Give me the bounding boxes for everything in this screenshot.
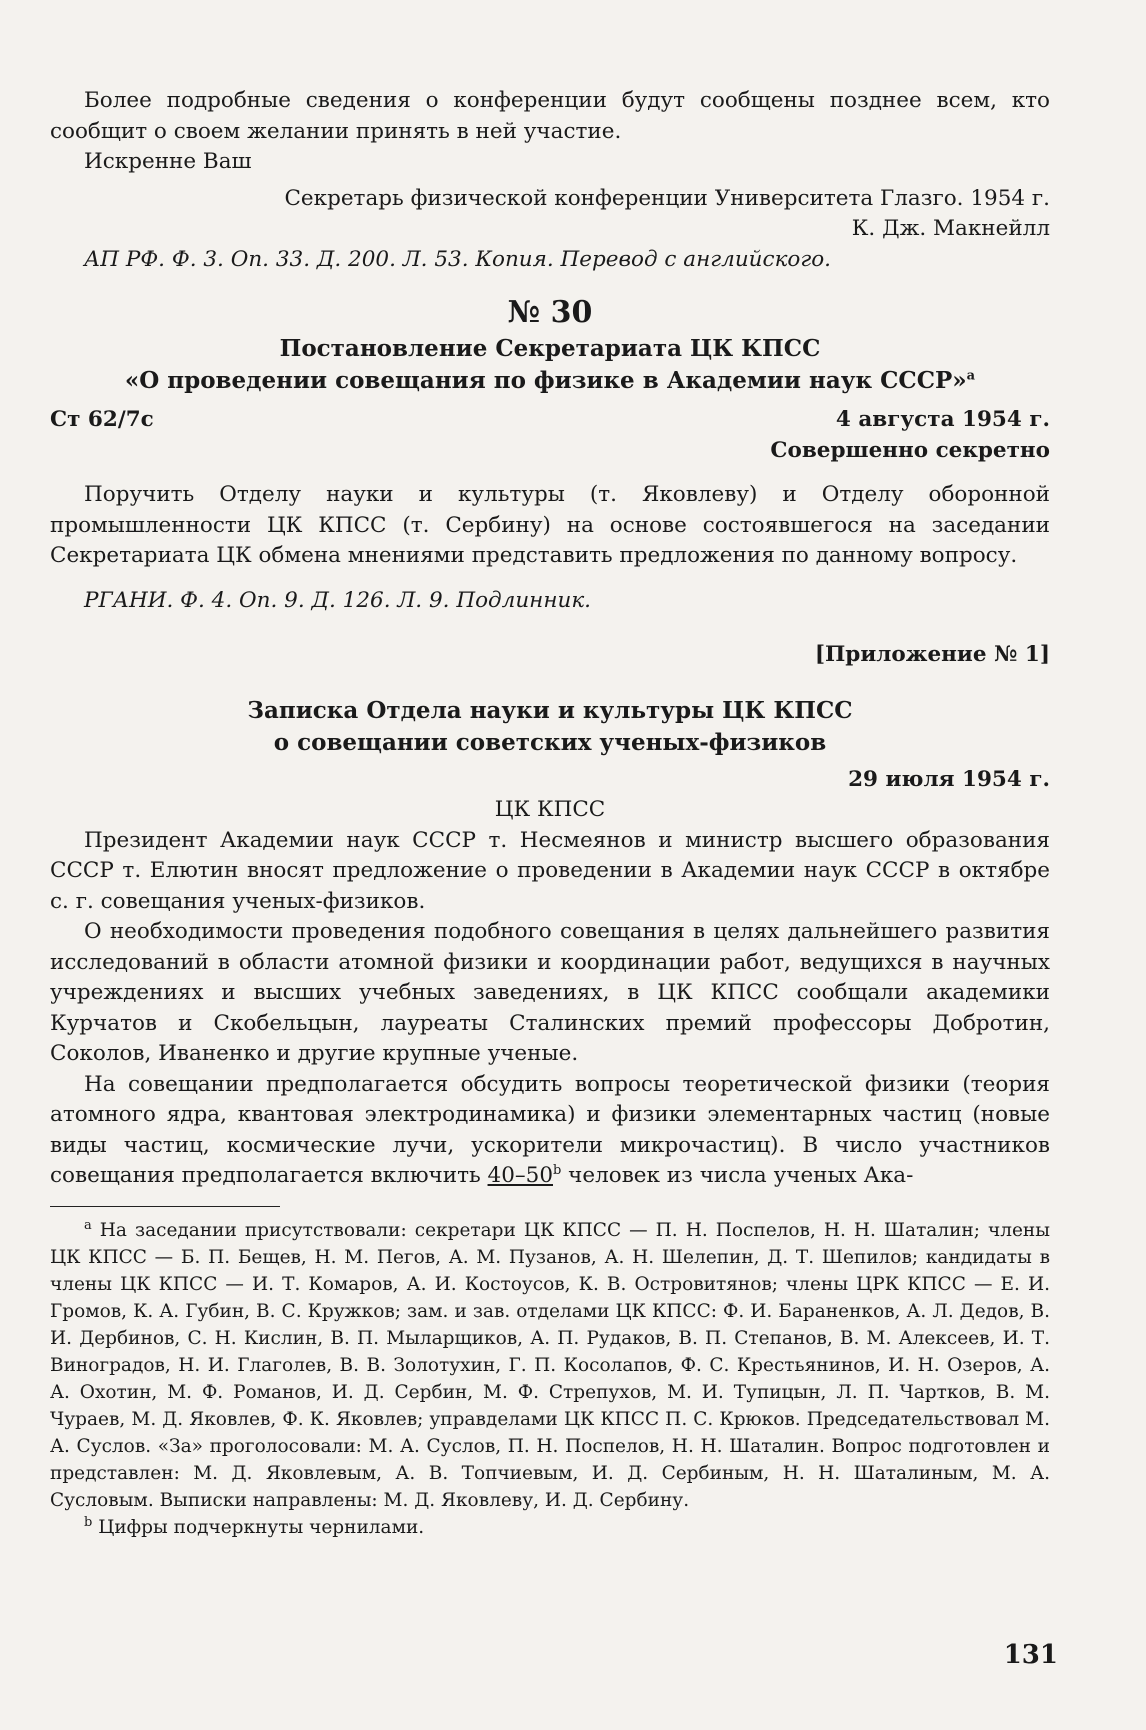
salutation: Искренне Ваш — [84, 149, 252, 174]
addressee: ЦК КПСС — [494, 797, 606, 822]
appendix-paragraph-3 — [50, 1070, 1050, 1192]
appendix-label: [Приложение № 1] — [814, 642, 1050, 667]
footnote-divider — [50, 1206, 280, 1207]
footnote-b-text: Цифры подчеркнуты чернилами. — [98, 1516, 425, 1538]
source-citation: АП РФ. Ф. 3. Оп. 33. Д. 200. Л. 53. Копия. Перевод с английского. — [84, 246, 831, 272]
footnote-a-text: На заседании присутствовали: секретари ЦК КПСС — П. Н. Поспелов, Н. Н. Шаталин; члены ЦК КПСС — Б. П. Бещев, Н. М. Пегов, А. М. Пузанов, А. Н. Шелепин, Д. Т. Шепилов; кандидаты в члены ЦК КПСС — И. Т. Комаров, А. И. Костоусов, К. В. Островитянов; члены ЦРК КПСС — Е. И. Громов, К. А. Губин, В. С. Кружков; зам. и зав. отделами ЦК КПСС: Ф. И. Бараненков, А. Л. Дедов, В. И. Дербинов, С. Н. Кислин, В. П. Мыларщиков, А. П. Рудаков, В. П. Степанов, В. М. Алексеев, И. Т. Виноградов, Н. И. Глаголев, В. В. Золотухин, Г. П. Косолапов, Ф. С. Крестьянинов, И. Н. Озеров, А. А. Охотин, М. Ф. Романов, И. Д. Сербин, М. Ф. Стрепухов, М. И. Тупицын, Л. П. Чартков, В. М. Чураев, М. Д. Яковлев, Ф. К. Яковлев; управделами ЦК КПСС П. С. Крюков. Председательствовал М. А. Суслов. «За» проголосовали: М. А. Суслов, П. Н. Поспелов, Н. Н. Шаталин. Вопрос подготовлен и представлен: М. Д. Яковлевым, А. В. Топчиевым, И. Д. Сербиным, Н. Н. Шаталиным, М. А. Сусловым. Выписки направлены: М. Д. Яковлеву, И. Д. Сербину. — [50, 1219, 1050, 1511]
footnote-a-mark: a — [84, 1217, 92, 1233]
appendix-title-line2: о совещании советских ученых-физиков — [273, 728, 827, 756]
appendix-paragraph-1: Президент Академии наук СССР т. Несмеянов и министр высшего образования СССР т. Елютин вносят предложение о проведении в Академии наук СССР в октябре с. г. совещания ученых-физиков. — [50, 827, 1050, 914]
appendix-title-line1: Записка Отдела науки и культуры ЦК КПСС — [247, 696, 853, 724]
signature-title: Секретарь физической конференции Университета Глазго. 1954 г. — [284, 185, 1050, 211]
resolution-body: Поручить Отделу науки и культуры (т. Яковлеву) и Отделу оборонной промышленности ЦК КПСС (т. Сербину) на основе состоявшегося на заседании Секретариата ЦК обмена мнениями представить предложения по данному вопросу. — [50, 482, 1050, 568]
appendix-date: 29 июля 1954 г. — [848, 766, 1050, 792]
protocol-number: Ст 62/7с — [50, 407, 154, 432]
document-title-line2 — [50, 365, 1050, 397]
footnote-a — [50, 1217, 1050, 1514]
appendix-paragraph-2: О необходимости проведения подобного совещания в целях дальнейшего развития исследований в области атомной физики и координации работ, ведущихся в научных учреждениях и высших учебных заведениях, в ЦК КПСС сообщали академики Курчатов и Скобельцын, лауреаты Сталинских премий профессоры Добротин, Соколов, Иваненко и другие крупные ученые. — [50, 919, 1050, 1066]
footnotes — [50, 1217, 1050, 1541]
paragraph-3-start: На совещании предполагается обсудить вопросы теоретической физики (теория атомного ядра, квантовая электродинамика) и физики элементарных частиц (новые виды частиц, космические лучи, ускорители микрочастиц). В число участников совещания предполагается включить — [50, 1071, 1050, 1188]
resolution-source: РГАНИ. Ф. 4. Оп. 9. Д. 126. Л. 9. Подлинник. — [84, 587, 592, 613]
underlined-figures: 40–50 — [487, 1163, 553, 1188]
signature-name: К. Дж. Макнейлл — [851, 216, 1050, 241]
footnote-mark-b: b — [553, 1162, 562, 1178]
classification-stamp: Совершенно секретно — [770, 437, 1050, 463]
closing-paragraph: Более подробные сведения о конференции будут сообщены позднее всем, кто сообщит о своем желании принять в ней участие. — [50, 88, 1050, 144]
paragraph-3-end: человек из числа ученых Ака- — [561, 1163, 914, 1188]
document-date: 4 августа 1954 г. — [835, 407, 1050, 432]
footnote-b — [50, 1514, 1050, 1541]
document-title-text: «О проведении совещания по физике в Академии наук СССР» — [124, 367, 967, 394]
document-page — [50, 86, 1050, 1541]
footnote-b-mark: b — [84, 1514, 93, 1530]
page-number: 131 — [1003, 1640, 1058, 1670]
document-number: № 30 — [507, 295, 593, 330]
document-meta-row — [50, 405, 1050, 436]
footnote-mark-a: a — [966, 368, 976, 384]
document-title-line1: Постановление Секретариата ЦК КПСС — [279, 335, 821, 362]
